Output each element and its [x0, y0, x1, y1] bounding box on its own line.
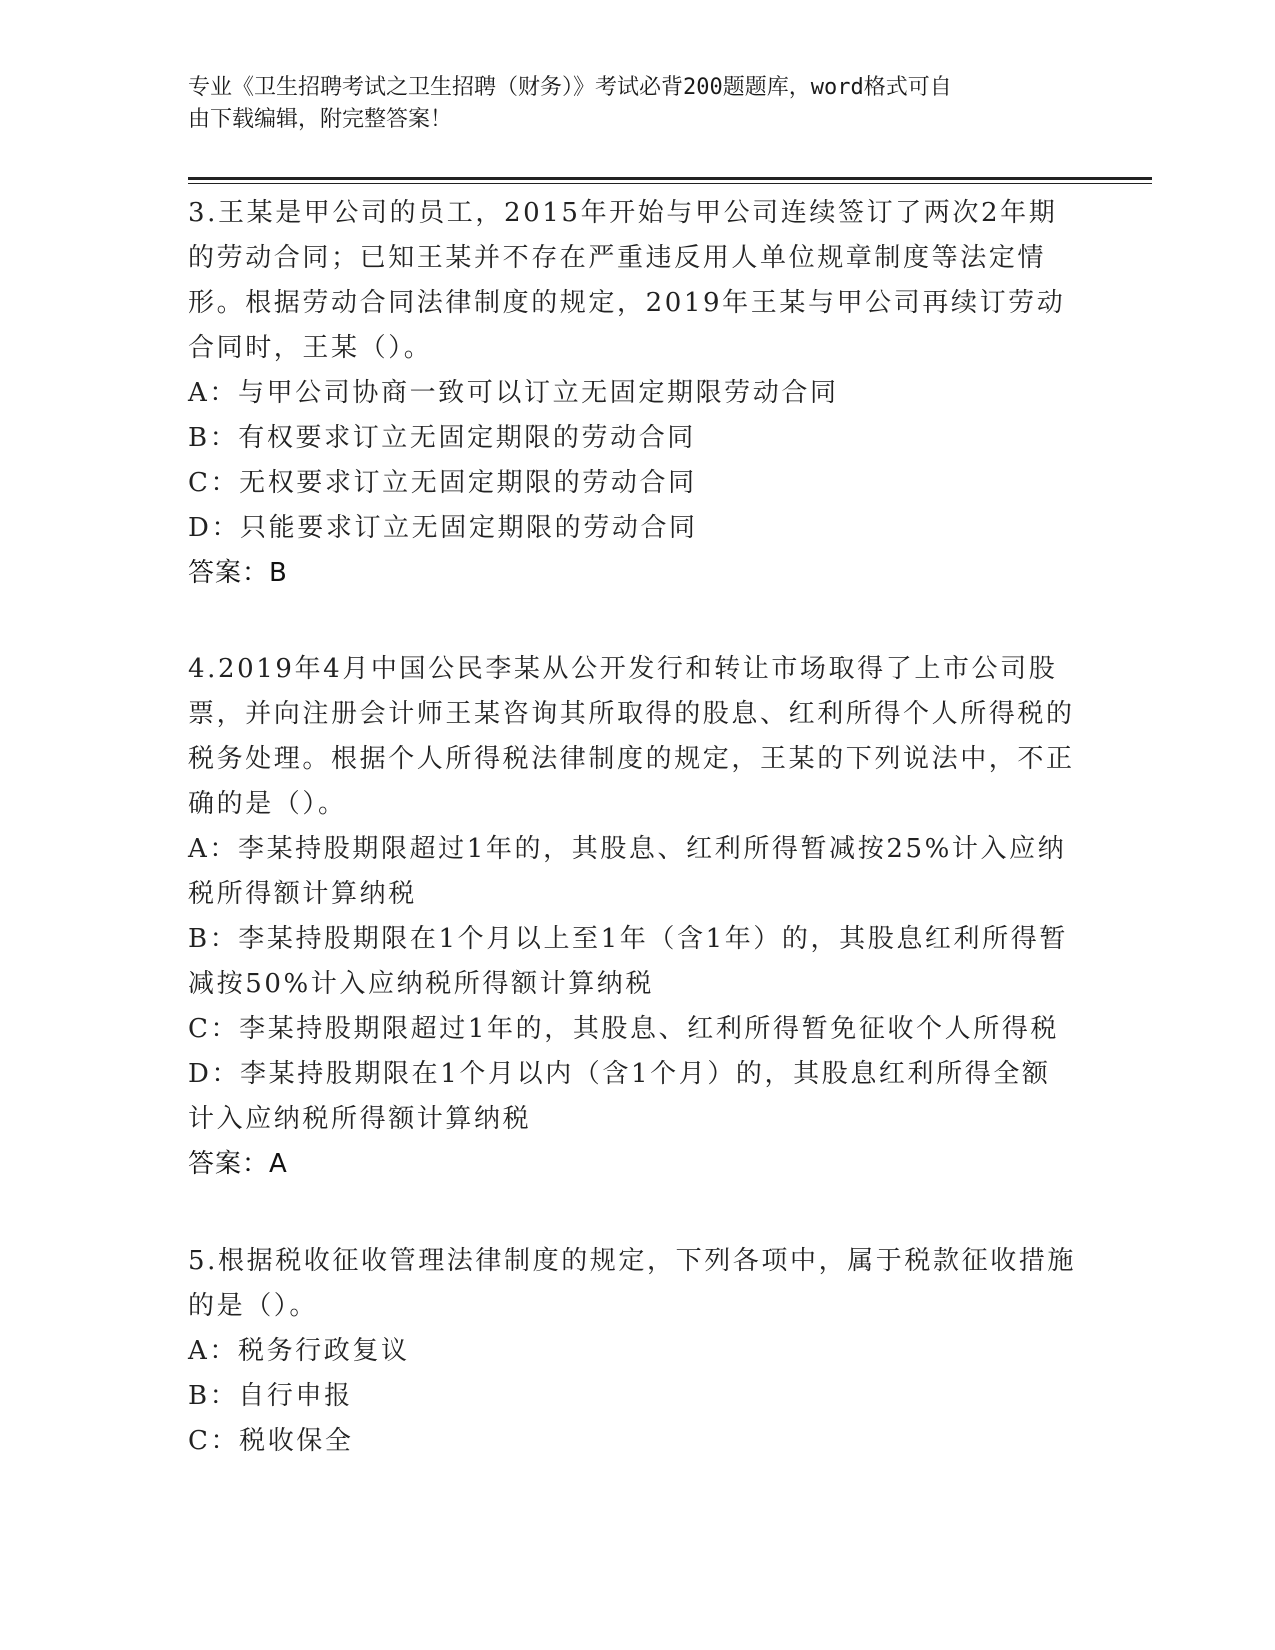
option-a: A：李某持股期限超过1年的，其股息、红利所得暂减按25%计入应纳税所得额计算纳税	[188, 834, 1067, 909]
option-c: C：税收保全	[188, 1426, 354, 1456]
header-title-line-2: 由下载编辑，附完整答案！	[188, 107, 453, 132]
option-a: A：与甲公司协商一致可以订立无固定期限劳动合同	[188, 378, 839, 408]
header-divider-thin	[188, 183, 1152, 184]
question-3	[188, 191, 1078, 596]
option-b: B：自行申报	[188, 1381, 353, 1411]
option-a: A：税务行政复议	[188, 1336, 410, 1366]
option-b: B：有权要求订立无固定期限的劳动合同	[188, 423, 696, 453]
option-c: C：李某持股期限超过1年的，其股息、红利所得暂免征收个人所得税	[188, 1014, 1060, 1044]
option-c: C：无权要求订立无固定期限的劳动合同	[188, 468, 697, 498]
option-b: B：李某持股期限在1个月以上至1年（含1年）的，其股息红利所得暂减按50%计入应纳税所得额计算纳税	[188, 924, 1068, 999]
option-d: D：只能要求订立无固定期限的劳动合同	[188, 513, 698, 543]
document-header	[188, 72, 1078, 136]
question-stem: 4.2019年4月中国公民李某从公开发行和转让市场取得了上市公司股票，并向注册会计师王某咨询其所取得的股息、红利所得个人所得税的税务处理。根据个人所得税法律制度的规定，王某的下列说法中，不正确的是（）。	[188, 654, 1075, 819]
question-stem: 5.根据税收征收管理法律制度的规定，下列各项中，属于税款征收措施的是（）。	[188, 1246, 1077, 1321]
answer-label: 答案：B	[188, 558, 288, 588]
header-divider-thick	[188, 177, 1152, 180]
answer-label: 答案：A	[188, 1149, 288, 1179]
question-4	[188, 647, 1078, 1187]
option-d: D：李某持股期限在1个月以内（含1个月）的，其股息红利所得全额计入应纳税所得额计算纳税	[188, 1059, 1051, 1134]
question-5	[188, 1239, 1078, 1464]
question-stem: 3.王某是甲公司的员工，2015年开始与甲公司连续签订了两次2年期的劳动合同；已知王某并不存在严重违反用人单位规章制度等法定情形。根据劳动合同法律制度的规定，2019年王某与甲公司再续订劳动合同时，王某（）。	[188, 198, 1066, 363]
header-title-line-1: 专业《卫生招聘考试之卫生招聘（财务）》考试必背200题题库，word格式可自	[188, 75, 952, 100]
